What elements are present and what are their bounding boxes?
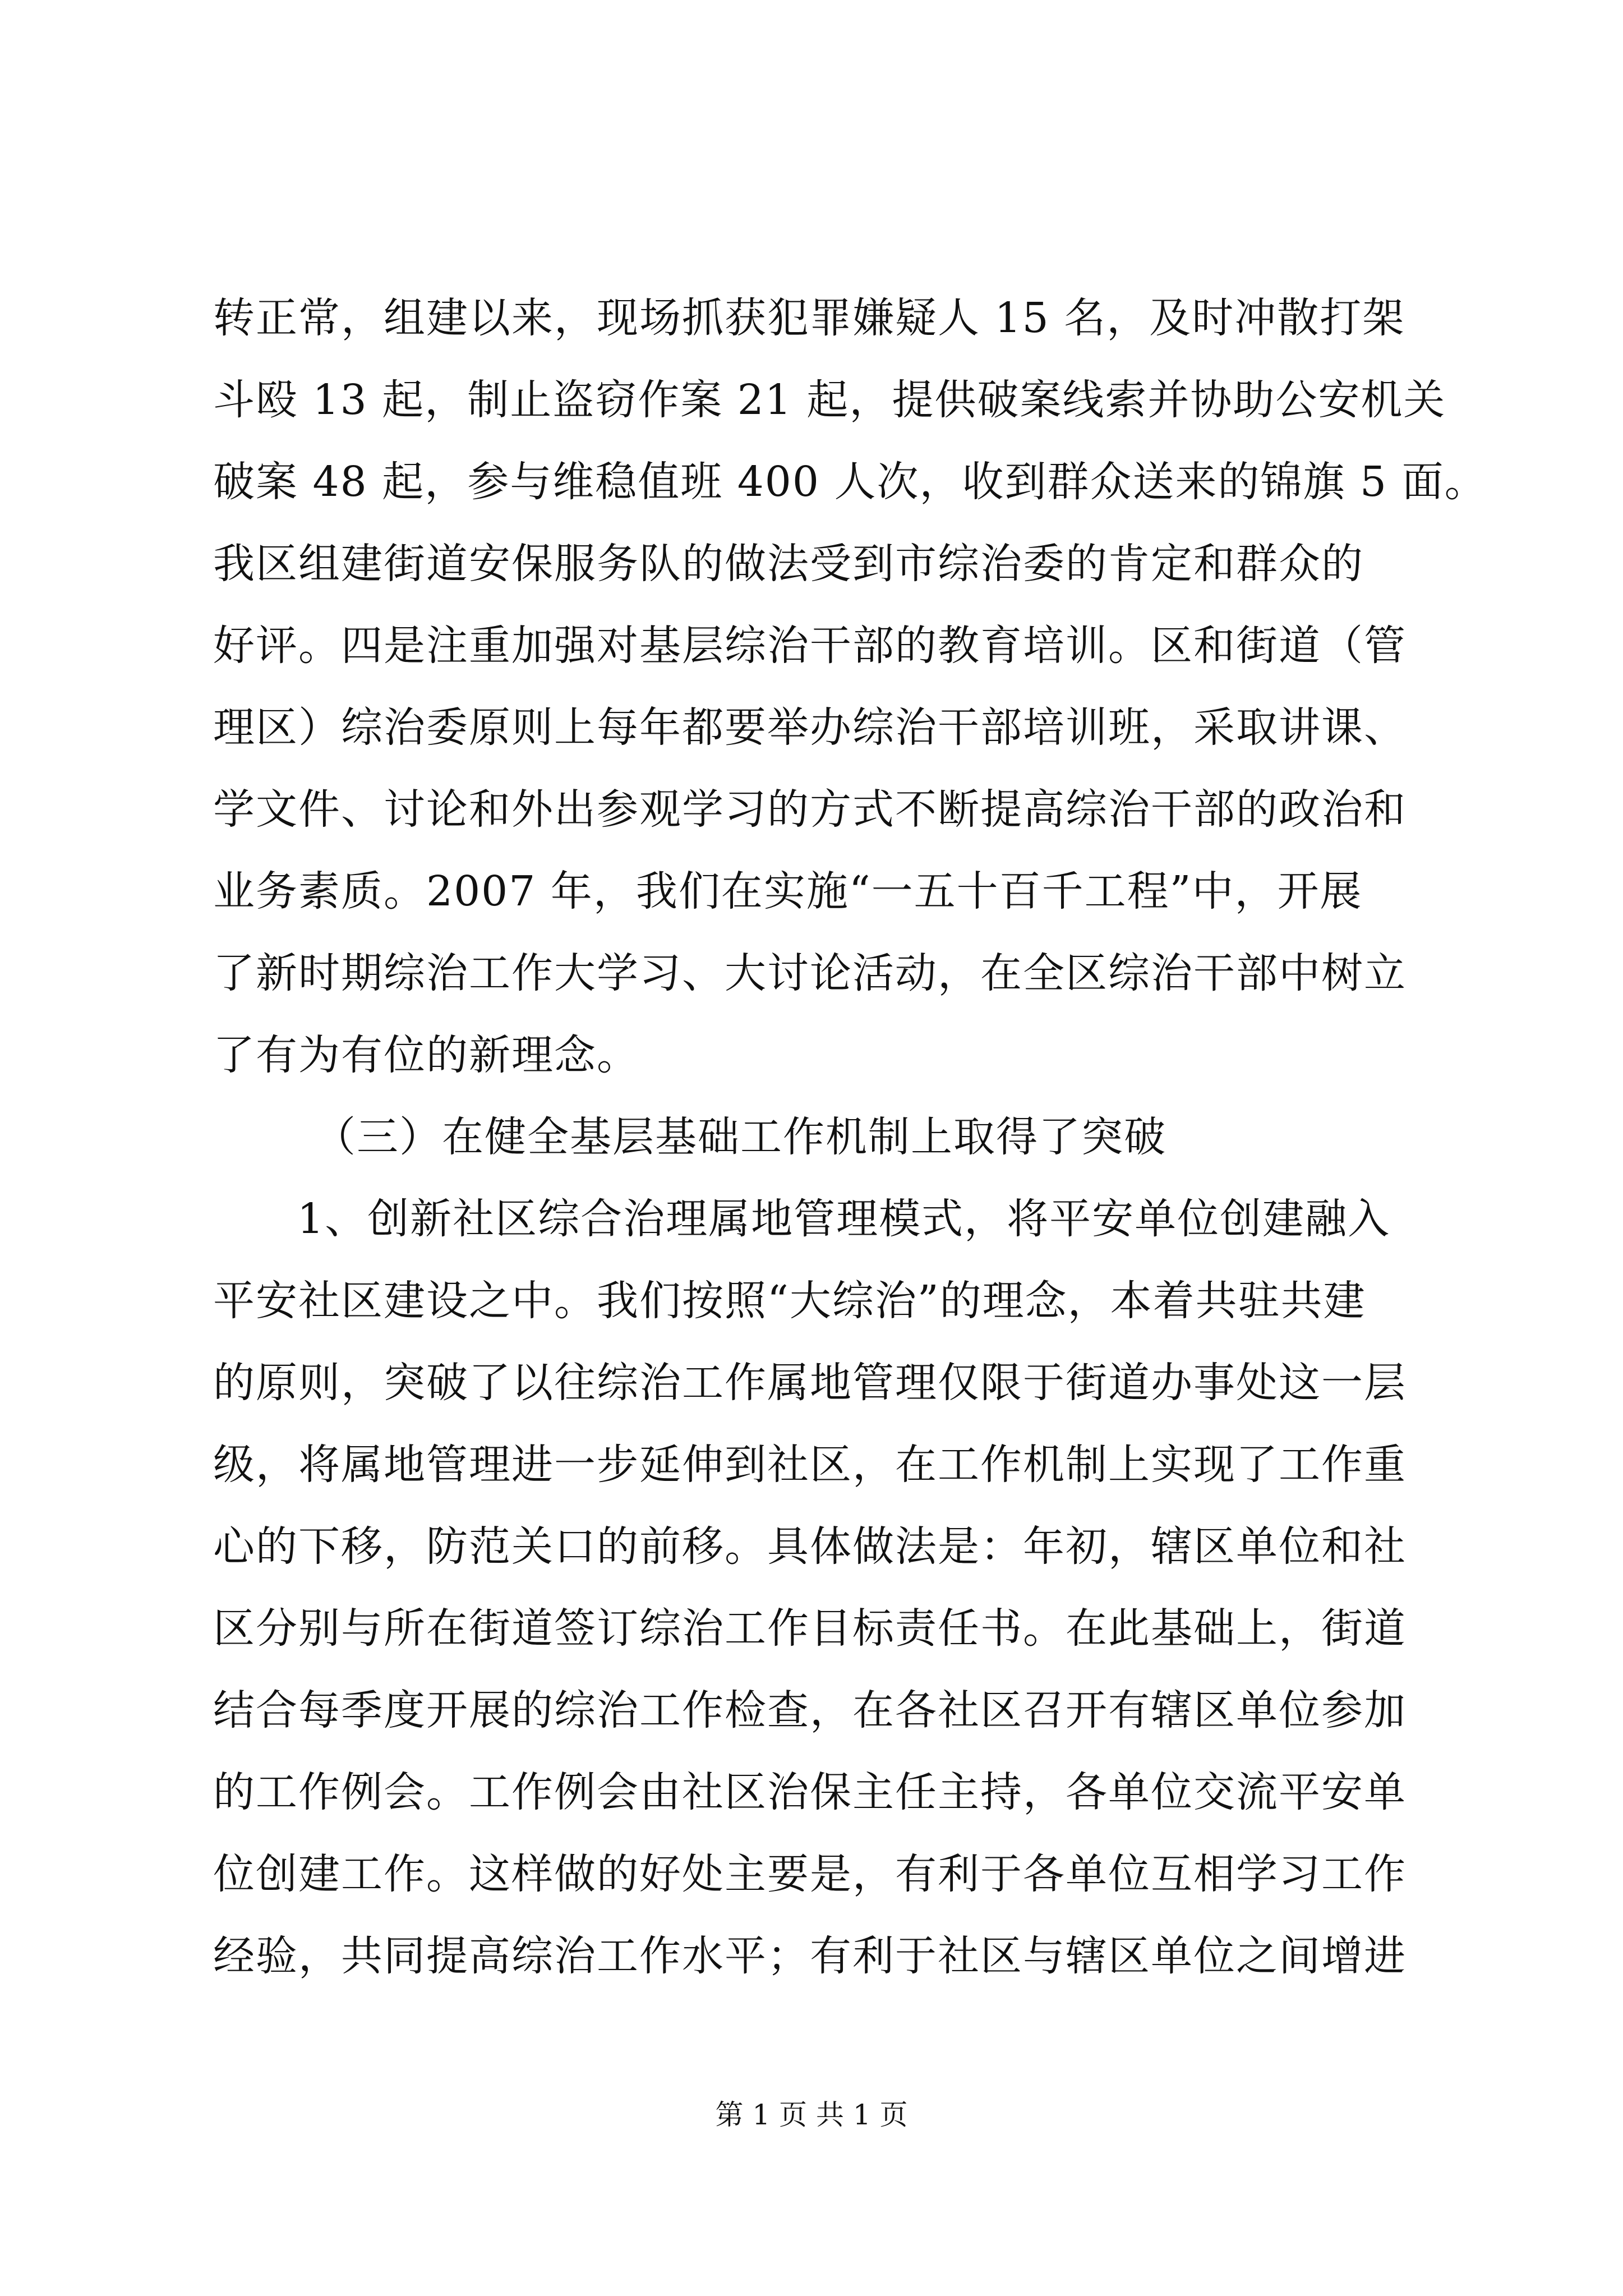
text-line-12: 1、创新社区综合治理属地管理模式，将平安单位创建融入: [297, 1195, 1391, 1243]
text-line-17: 区分别与所在街道签订综治工作目标责任书。在此基础上，街道: [213, 1604, 1407, 1653]
text-line-4: 我区组建街道安保服务队的做法受到市综治委的肯定和群众的: [213, 540, 1364, 588]
text-line-8: 业务素质。2007 年，我们在实施“一五十百千工程”中，开展: [213, 867, 1363, 915]
text-line-6: 理区）综治委原则上每年都要举办综治干部培训班，采取讲课、: [213, 703, 1407, 752]
page-footer: 第 1 页 共 1 页: [715, 2099, 908, 2131]
text-line-15: 级，将属地管理进一步延伸到社区，在工作机制上实现了工作重: [213, 1441, 1407, 1489]
text-line-3: 破案 48 起，参与维稳值班 400 人次，收到群众送来的锦旗 5 面。: [213, 458, 1487, 506]
text-line-19: 的工作例会。工作例会由社区治保主任主持，各单位交流平安单: [213, 1768, 1407, 1816]
text-line-9: 了新时期综治工作大学习、大讨论活动，在全区综治干部中树立: [213, 949, 1407, 997]
text-line-21: 经验，共同提高综治工作水平；有利于社区与辖区单位之间增进: [213, 1932, 1407, 1980]
text-line-7: 学文件、讨论和外出参观学习的方式不断提高综治干部的政治和: [213, 785, 1407, 834]
text-line-16: 心的下移，防范关口的前移。具体做法是：年初，辖区单位和社: [213, 1522, 1407, 1571]
text-line-20: 位创建工作。这样做的好处主要是，有利于各单位互相学习工作: [213, 1850, 1407, 1898]
text-line-18: 结合每季度开展的综治工作检查，在各社区召开有辖区单位参加: [213, 1686, 1407, 1734]
text-line-10: 了有为有位的新理念。: [213, 1031, 639, 1079]
text-line-1: 转正常，组建以来，现场抓获犯罪嫌疑人 15 名，及时冲散打架: [213, 294, 1405, 342]
text-line-14: 的原则，突破了以往综治工作属地管理仅限于街道办事处这一层: [213, 1359, 1407, 1407]
text-line-2: 斗殴 13 起，制止盗窃作案 21 起，提供破案线索并协助公安机关: [213, 376, 1446, 424]
text-line-13: 平安社区建设之中。我们按照“大综治”的理念，本着共驻共建: [213, 1277, 1366, 1325]
section-heading: （三）在健全基层基础工作机制上取得了突破: [314, 1113, 1166, 1161]
text-line-5: 好评。四是注重加强对基层综治干部的教育培训。区和街道（管: [213, 622, 1407, 670]
